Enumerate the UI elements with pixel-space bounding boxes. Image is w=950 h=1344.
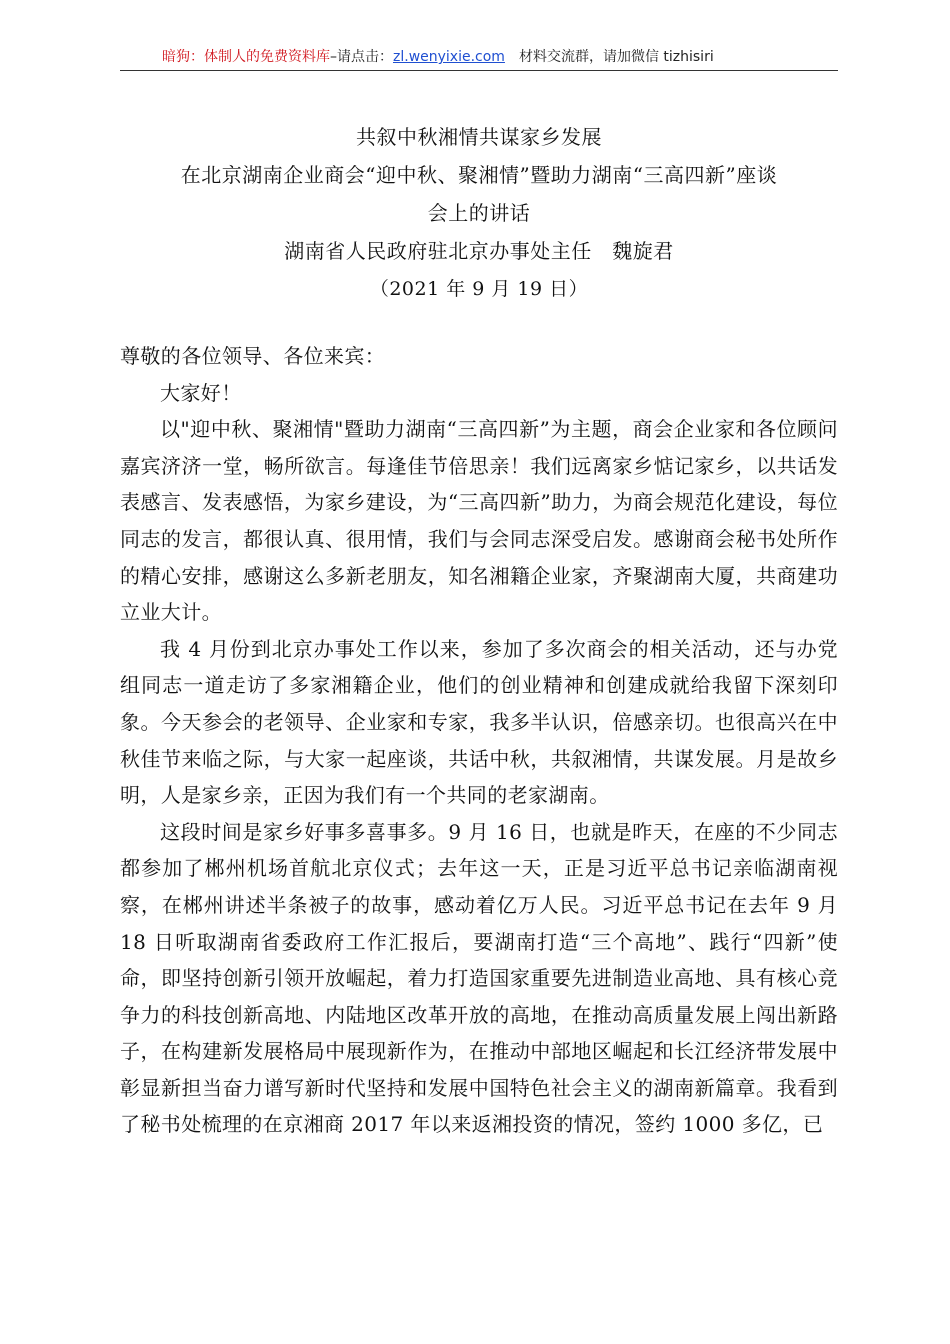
watermark-header	[120, 44, 838, 70]
title-block	[120, 118, 838, 308]
header-divider	[120, 70, 838, 71]
header-brand: 暗狗：体制人的免费资料库	[162, 49, 330, 65]
document-subtitle-line1: 在北京湖南企业商会“迎中秋、聚湘情”暨助力湖南“三高四新”座谈	[180, 163, 778, 187]
salutation: 尊敬的各位领导、各位来宾：	[120, 344, 386, 368]
document-subtitle-line2: 会上的讲话	[427, 201, 531, 225]
speech-date: （2021 年 9 月 19 日）	[369, 278, 589, 300]
speech-body	[120, 338, 838, 1143]
header-link[interactable]: zl.wenyixie.com	[393, 49, 505, 65]
header-prompt: –请点击：	[330, 49, 393, 65]
paragraph: 这段时间是家乡好事多喜事多。9 月 16 日，也就是昨天，在座的不少同志都参加了郴州机场首航北京仪式；去年这一天，正是习近平总书记亲临湖南视察，在郴州讲述半条被子的故事，感动着亿万人民。习近平总书记在去年 9 月 18 日听取湖南省委政府工作汇报后，要湖南打造“三个高地”、践行“四新”使命，即坚持创新引领开放崛起，着力打造国家重要先进制造业高地、具有核心竞争力的科技创新高地、内陆地区改革开放的高地，在推动高质量发展上闯出新路子，在构建新发展格局中展现新作为，在推动中部地区崛起和长江经济带发展中彰显新担当奋力谱写新时代坚持和发展中国特色社会主义的湖南新篇章。我看到了秘书处梳理的在京湘商 2017 年以来返湘投资的情况，签约 1000 多亿，已	[120, 819, 838, 1137]
header-group-note: 材料交流群，请加微信 tizhisiri	[518, 49, 714, 65]
paragraph: 我 4 月份到北京办事处工作以来，参加了多次商会的相关活动，还与办党组同志一道走访了多家湘籍企业，他们的创业精神和创建成就给我留下深刻印象。今天参会的老领导、企业家和专家，我多半认识，倍感亲切。也很高兴在中秋佳节来临之际，与大家一起座谈，共话中秋，共叙湘情，共谋发展。月是故乡明，人是家乡亲，正因为我们有一个共同的老家湖南。	[120, 636, 838, 808]
greeting: 大家好！	[160, 380, 242, 405]
document-title: 共叙中秋湘情共谋家乡发展	[356, 125, 602, 149]
paragraph: 以"迎中秋、聚湘情"暨助力湖南“三高四新”为主题，商会企业家和各位顾问嘉宾济济一堂，畅所欲言。每逢佳节倍思亲！我们远离家乡惦记家乡，以共话发表感言、发表感悟，为家乡建设，为“三高四新”助力，为商会规范化建设，每位同志的发言，都很认真、很用情，我们与会同志深受启发。感谢商会秘书处所作的精心安排，感谢这么多新老朋友，知名湘籍企业家，齐聚湖南大厦，共商建功立业大计。	[120, 417, 838, 625]
speaker-line: 湖南省人民政府驻北京办事处主任 魏旋君	[284, 239, 674, 263]
